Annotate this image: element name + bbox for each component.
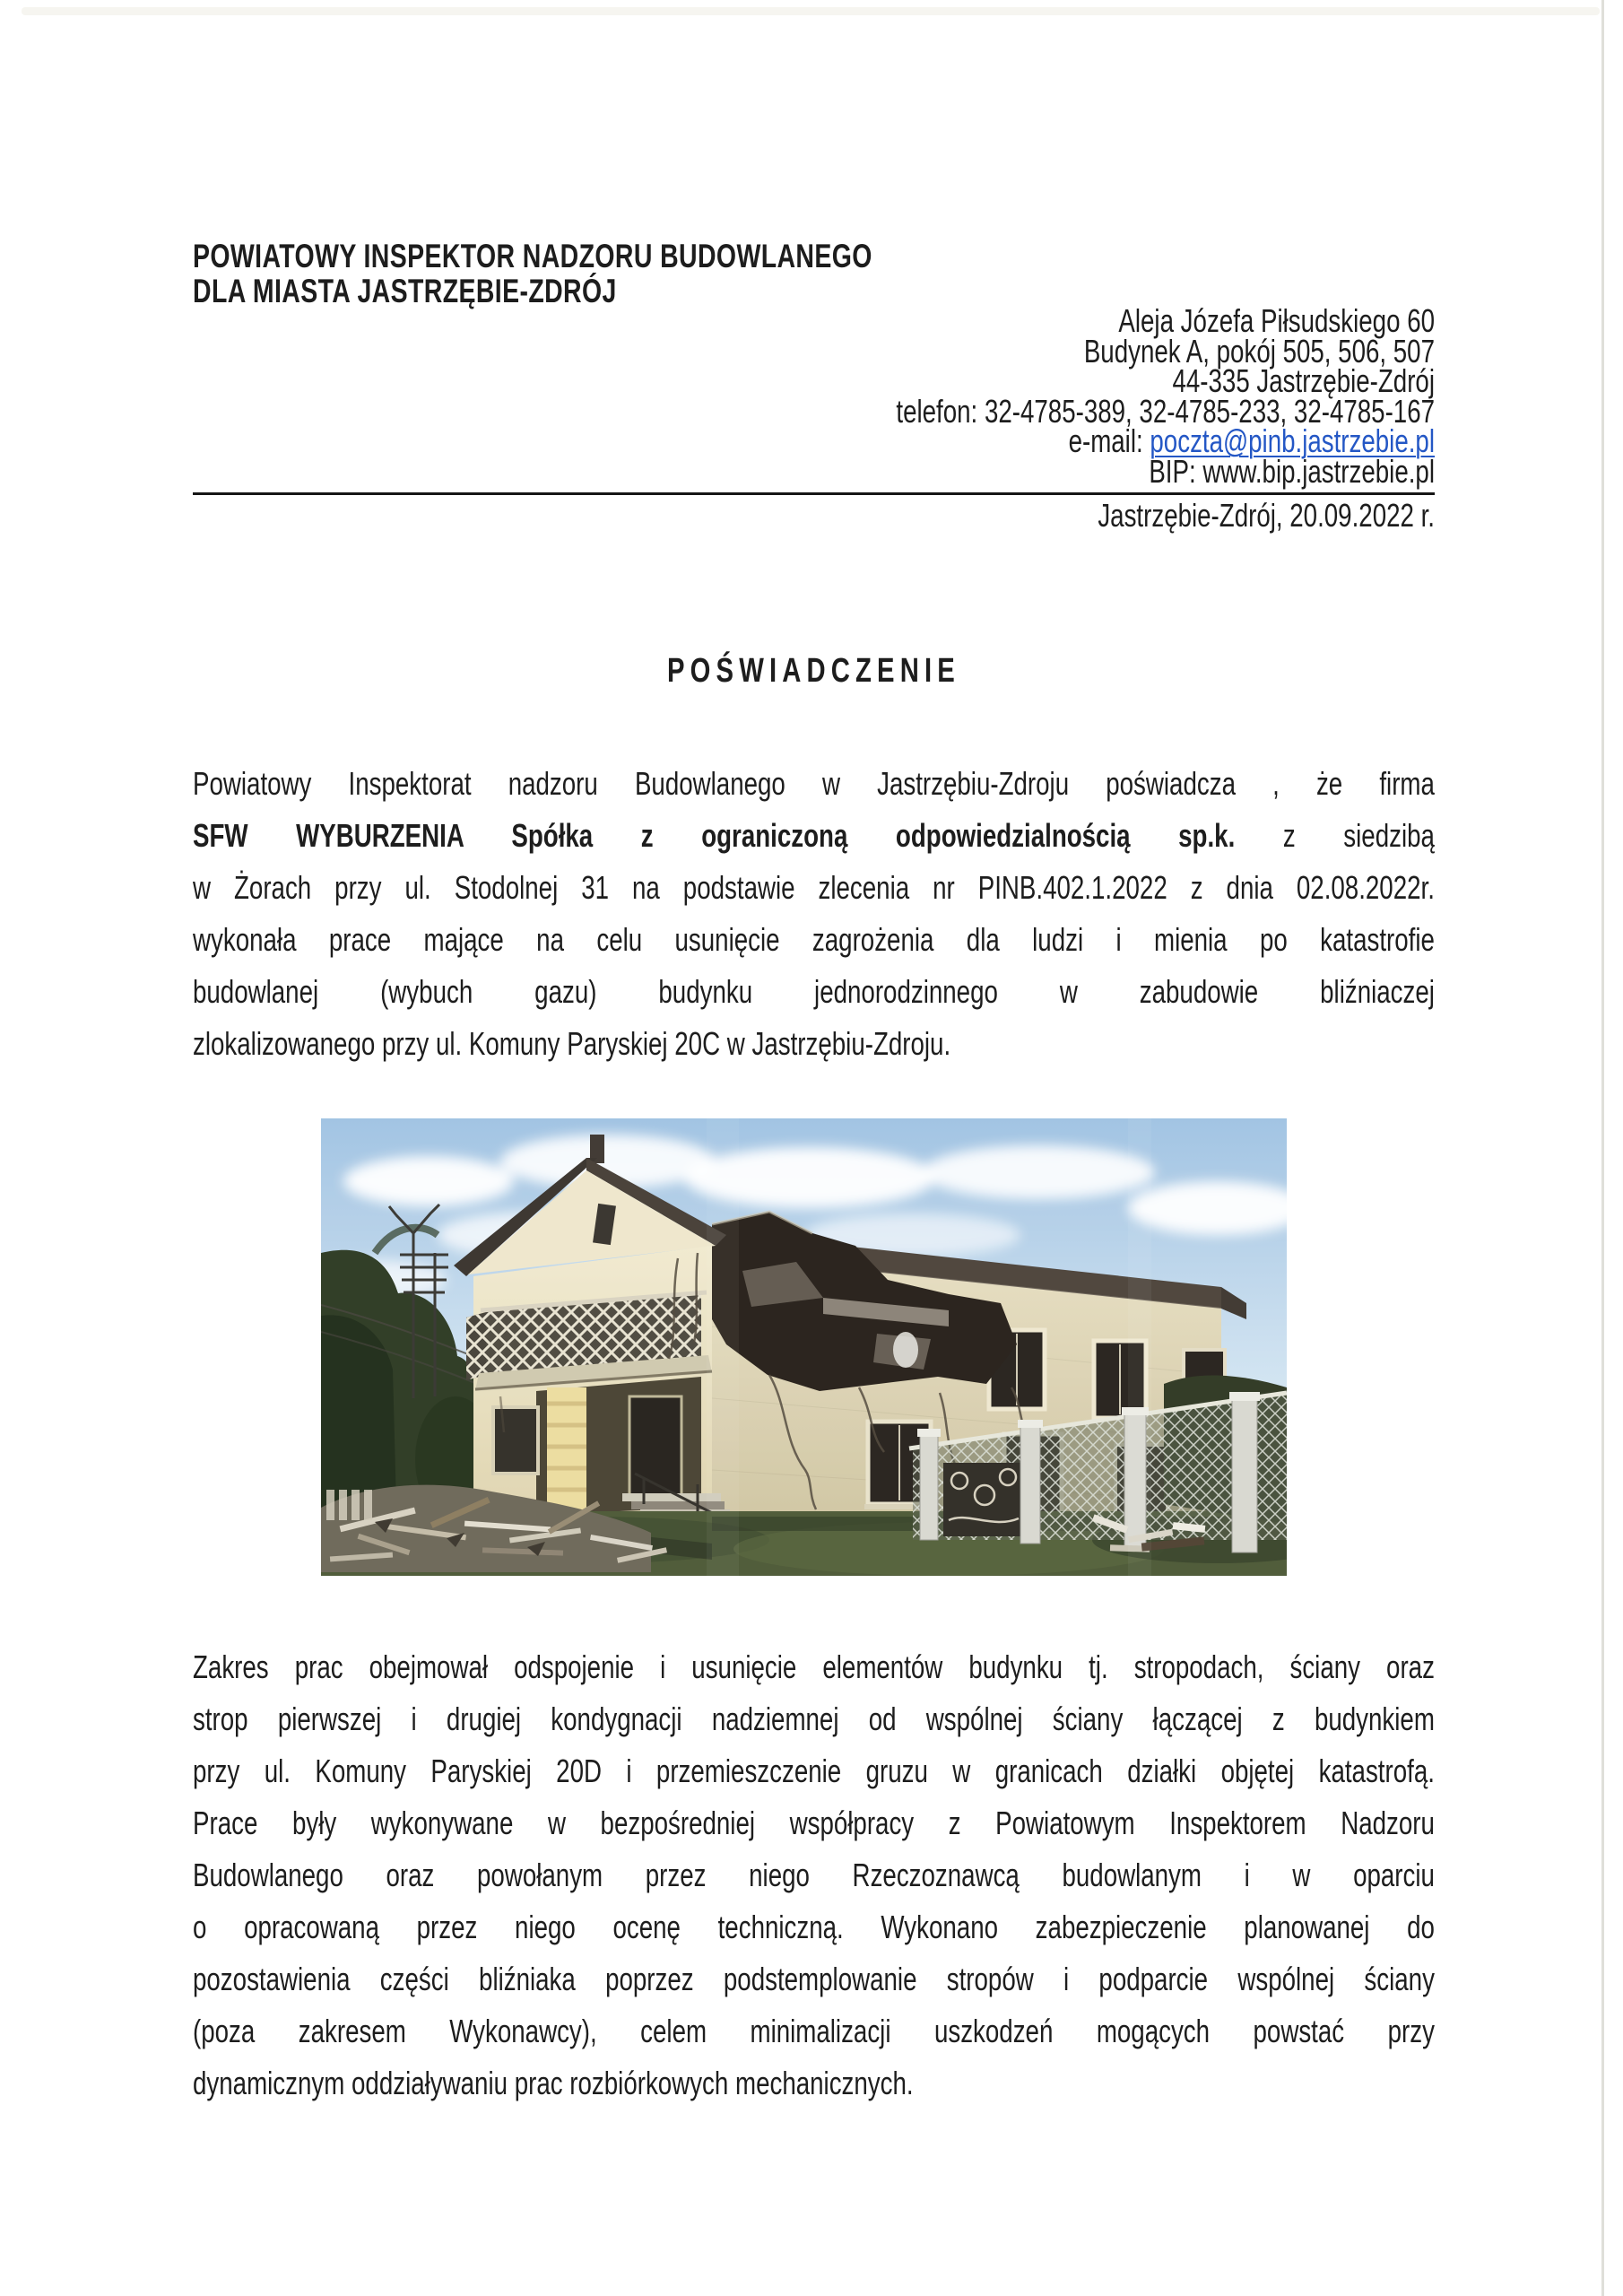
damaged-house-photo <box>321 1118 1287 1576</box>
body-line: Budowlanego oraz powołanym przez niego Rzeczoznawcą budowlanym i w oparciu <box>193 1857 1435 1893</box>
address-bip-line: BIP: www.bip.jastrzebie.pl <box>1149 452 1435 490</box>
letterhead-divider-rule <box>193 492 1435 495</box>
document-title: POŚWIADCZENIE <box>666 652 960 690</box>
body-line: Powiatowy Inspektorat nadzoru Budowlanego w Jastrzębiu-Zdroju poświadcza , że firma <box>193 765 1435 802</box>
address-phones: telefon: 32-4785-389, 32-4785-233, 32-4785-167 <box>896 392 1435 430</box>
body-line: przy ul. Komuny Paryskiej 20D i przemieszczenie gruzu w granicach działki objętej katastrofą. <box>193 1752 1435 1789</box>
email-link[interactable]: poczta@pinb.jastrzebie.pl <box>1150 422 1435 459</box>
body-line: budowlanej (wybuch gazu) budynku jednorodzinnego w zabudowie bliźniaczej <box>193 973 1435 1010</box>
body-line: w Żorach przy ul. Stodolnej 31 na podstawie zlecenia nr PINB.402.1.2022 z dnia 02.08.2022r. <box>193 869 1435 906</box>
letterhead-org-name <box>193 239 1435 309</box>
body-line: dynamicznym oddziaływaniu prac rozbiórkowych mechanicznych. <box>193 2065 914 2101</box>
address-city: 44-335 Jastrzębie-Zdrój <box>1172 362 1435 399</box>
address-building: Budynek A, pokój 505, 506, 507 <box>1083 332 1435 370</box>
body-line: Zakres prac obejmował odspojenie i usunięcie elementów budynku tj. stropodach, ściany oraz <box>193 1648 1435 1685</box>
body-line-tail: z siedzibą <box>1282 817 1435 854</box>
email-label: e-mail: <box>1068 422 1143 459</box>
scan-artifact-top <box>22 7 1600 15</box>
org-line-2: DLA MIASTA JASTRZĘBIE-ZDRÓJ <box>193 273 617 309</box>
scan-haze <box>321 1118 1287 1576</box>
scan-artifact-right-line <box>1601 0 1604 2296</box>
body-paragraph-2 <box>193 1641 1435 2109</box>
body-line: wykonała prace mające na celu usunięcie zagrożenia dla ludzi i mienia po katastrofie <box>193 921 1435 958</box>
body-line: zlokalizowanego przy ul. Komuny Paryskiej 20C w Jastrzębiu-Zdroju. <box>193 1025 951 1062</box>
body-line <box>193 810 1435 862</box>
org-line-1: POWIATOWY INSPEKTOR NADZORU BUDOWLANEGO <box>193 238 872 274</box>
place-and-date: Jastrzębie-Zdrój, 20.09.2022 r. <box>1098 497 1435 534</box>
body-line: o opracowaną przez niego ocenę techniczną. Wykonano zabezpieczenie planowanej do <box>193 1909 1435 1945</box>
address-email-line <box>193 422 1435 459</box>
body-line: strop pierwszej i drugiej kondygnacji nadziemnej od wspólnej ściany łączącej z budynkiem <box>193 1700 1435 1737</box>
body-line: Prace były wykonywane w bezpośredniej współpracy z Powiatowym Inspektorem Nadzoru <box>193 1805 1435 1841</box>
letterhead-address-block <box>193 302 1435 490</box>
body-line: (poza zakresem Wykonawcy), celem minimalizacji uszkodzeń mogących powstać przy <box>193 2013 1435 2049</box>
address-street: Aleja Józefa Piłsudskiego 60 <box>1118 302 1435 339</box>
company-name-bold: SFW WYBURZENIA Spółka z ograniczoną odpowiedzialnością sp.k. <box>193 817 1236 854</box>
body-line: pozostawienia części bliźniaka poprzez podstemplowanie stropów i podparcie wspólnej ściany <box>193 1961 1435 1997</box>
body-paragraph-1 <box>193 758 1435 1070</box>
